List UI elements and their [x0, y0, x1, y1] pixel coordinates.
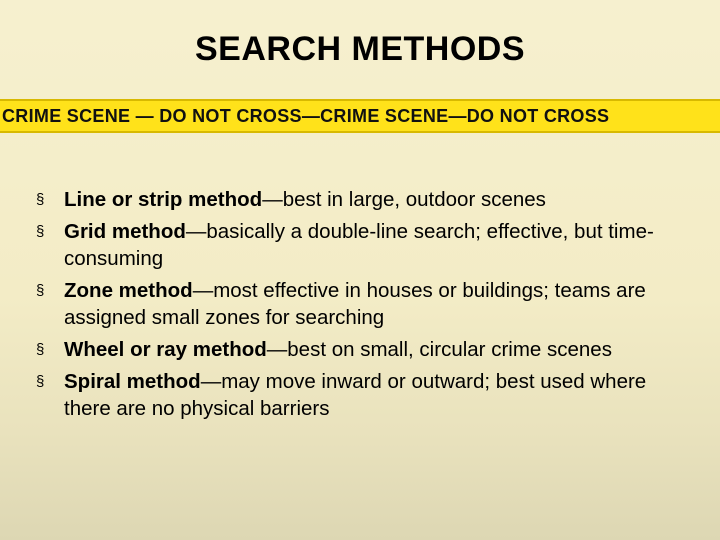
bullet-marker-icon: § — [36, 223, 45, 240]
bullet-marker-icon: § — [36, 341, 45, 358]
bullet-list — [36, 186, 696, 427]
bullet-term: Wheel or ray method — [64, 338, 267, 361]
bullet-text: —most effective in houses or buildings; teams are assigned small zones for searching — [64, 279, 646, 329]
bullet-term: Grid method — [64, 220, 186, 243]
bullet-item — [36, 186, 696, 213]
bullet-item — [36, 277, 696, 331]
bullet-marker-icon: § — [36, 373, 45, 390]
bullet-term: Line or strip method — [64, 188, 263, 211]
bullet-text: —basically a double-line search; effective, but time-consuming — [64, 220, 654, 270]
bullet-item — [36, 218, 696, 272]
bullet-item — [36, 368, 696, 422]
bullet-term: Spiral method — [64, 370, 201, 393]
crime-scene-tape — [0, 99, 720, 133]
bullet-item — [36, 336, 696, 363]
bullet-marker-icon: § — [36, 191, 45, 208]
crime-scene-tape-text: CRIME SCENE — DO NOT CROSS—CRIME SCENE—DO NOT CROSS — [2, 106, 610, 126]
bullet-text: —may move inward or outward; best used where there are no physical barriers — [64, 370, 647, 420]
bullet-text: —best on small, circular crime scenes — [266, 338, 612, 361]
bullet-text: —best in large, outdoor scenes — [262, 188, 546, 211]
bullet-term: Zone method — [64, 279, 193, 302]
slide-title: SEARCH METHODS — [194, 30, 526, 68]
bullet-marker-icon: § — [36, 282, 45, 299]
